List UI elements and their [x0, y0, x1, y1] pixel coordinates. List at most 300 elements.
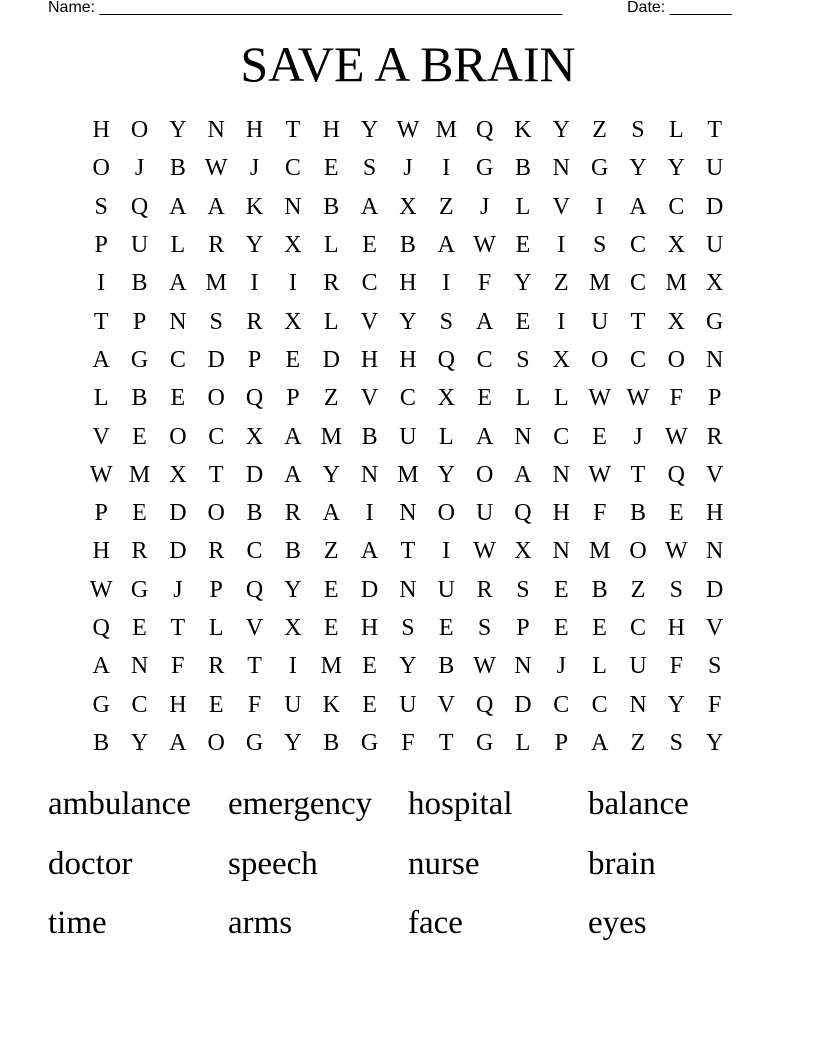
grid-letter: S	[516, 346, 530, 373]
grid-letter: A	[475, 308, 494, 335]
grid-letter: Z	[323, 385, 339, 412]
grid-letter: A	[590, 729, 609, 756]
grid-letter: I	[97, 270, 106, 297]
grid-letter: I	[557, 232, 566, 259]
grid-letter: G	[92, 691, 110, 718]
grid-letter: U	[284, 691, 302, 718]
grid-letter: A	[92, 653, 110, 680]
grid-letter: A	[207, 193, 225, 220]
grid-letter: C	[246, 538, 263, 565]
grid-letter: R	[208, 653, 225, 680]
grid-letter: S	[669, 729, 683, 756]
grid-letter: L	[553, 385, 569, 412]
grid-letter: S	[707, 653, 722, 680]
grid-letter: Q	[667, 461, 685, 488]
grid-letter: E	[515, 232, 531, 259]
grid-letter: O	[475, 461, 494, 488]
grid-letter: D	[360, 576, 379, 603]
grid-letter: Y	[322, 461, 340, 488]
grid-letter: H	[169, 691, 187, 718]
grid-letter: L	[323, 308, 339, 335]
grid-letter: I	[250, 270, 259, 297]
grid-letter: Y	[130, 729, 149, 756]
grid-letter: H	[245, 117, 264, 144]
grid-letter: I	[288, 270, 297, 297]
grid-letter: E	[132, 615, 147, 641]
grid-letter: P	[516, 615, 530, 641]
grid-letter: X	[667, 232, 685, 259]
grid-letter: U	[130, 232, 149, 259]
grid-letter: G	[130, 346, 149, 373]
grid-letter: F	[707, 691, 722, 718]
grid-letter: E	[132, 500, 147, 527]
grid-letter: L	[592, 653, 607, 680]
grid-letter: P	[707, 385, 722, 412]
grid-letter: E	[362, 232, 377, 259]
grid-letter: A	[322, 500, 340, 527]
grid-letter: T	[247, 653, 262, 680]
grid-letter: N	[169, 308, 187, 335]
grid-letter: B	[323, 193, 340, 220]
grid-letter: B	[438, 653, 455, 680]
grid-letter: R	[284, 500, 301, 527]
grid-letter: O	[629, 538, 647, 565]
grid-row	[82, 302, 734, 340]
grid-letter: Y	[667, 691, 685, 718]
grid-letter: X	[706, 270, 724, 297]
grid-letter: W	[588, 385, 611, 412]
grid-letter: K	[514, 117, 532, 144]
grid-letter: I	[442, 538, 451, 565]
grid-letter: U	[706, 155, 724, 182]
grid-row	[82, 341, 734, 379]
grid-letter: Y	[514, 270, 532, 297]
grid-letter: B	[514, 155, 531, 182]
grid-letter: R	[246, 308, 263, 335]
grid-letter: P	[247, 346, 262, 373]
grid-letter: E	[668, 500, 684, 527]
grid-letter: J	[556, 653, 566, 680]
grid-letter: B	[131, 385, 148, 412]
grid-letter: F	[247, 691, 262, 718]
grid-letter: Q	[437, 346, 455, 373]
grid-letter: P	[286, 385, 300, 412]
grid-letter: B	[93, 729, 110, 756]
grid-letter: M	[128, 461, 151, 488]
grid-row	[82, 494, 734, 532]
grid-letter: O	[207, 500, 225, 527]
grid-letter: J	[173, 576, 183, 603]
grid-letter: A	[92, 346, 110, 373]
grid-letter: Q	[245, 385, 264, 412]
grid-letter: L	[208, 615, 224, 641]
grid-letter: C	[629, 346, 646, 373]
grid-letter: I	[288, 653, 297, 680]
grid-letter: C	[553, 691, 570, 718]
grid-letter: B	[323, 729, 340, 756]
grid-letter: S	[477, 615, 492, 641]
grid-letter: C	[361, 270, 378, 297]
grid-letter: A	[169, 729, 187, 756]
grid-letter: E	[285, 346, 301, 373]
grid-letter: A	[437, 232, 455, 259]
grid-letter: H	[706, 500, 724, 527]
grid-letter: W	[89, 461, 113, 488]
grid-letter: N	[130, 653, 149, 680]
grid-letter: D	[169, 538, 187, 565]
grid-letter: G	[706, 308, 724, 335]
grid-letter: X	[284, 232, 302, 259]
grid-letter: L	[170, 232, 186, 259]
grid-letter: M	[665, 270, 687, 297]
grid-letter: K	[322, 691, 340, 718]
word-list-item: nurse	[408, 845, 480, 882]
grid-letter: C	[476, 346, 493, 373]
grid-letter: D	[207, 346, 225, 373]
grid-letter: F	[171, 653, 185, 680]
grid-letter: C	[629, 270, 646, 297]
grid-letter: H	[322, 117, 340, 144]
grid-letter: E	[477, 385, 492, 412]
grid-letter: M	[588, 270, 611, 297]
grid-letter: H	[360, 346, 379, 373]
grid-letter: B	[591, 576, 608, 603]
grid-letter: X	[169, 461, 187, 488]
grid-letter: F	[669, 653, 683, 680]
grid-letter: D	[706, 193, 724, 220]
grid-letter: P	[132, 308, 147, 335]
grid-letter: H	[399, 346, 417, 373]
grid-letter: I	[442, 270, 451, 297]
grid-letter: I	[442, 155, 451, 182]
grid-letter: I	[595, 193, 604, 220]
grid-letter: T	[285, 117, 301, 144]
grid-letter: T	[208, 461, 224, 488]
grid-letter: G	[475, 155, 494, 182]
grid-letter: O	[437, 500, 455, 527]
grid-letter: E	[362, 691, 377, 718]
grid-letter: W	[588, 461, 611, 488]
grid-letter: O	[207, 385, 225, 412]
grid-row	[82, 456, 734, 494]
grid-letter: N	[552, 155, 570, 182]
grid-letter: A	[475, 423, 494, 450]
grid-letter: T	[93, 308, 109, 335]
page-title: SAVE A BRAIN	[240, 36, 576, 92]
grid-letter: C	[131, 691, 148, 718]
grid-letter: Q	[245, 576, 264, 603]
grid-letter: L	[668, 117, 684, 144]
grid-letter: F	[592, 500, 607, 527]
grid-letter: R	[208, 538, 225, 565]
grid-letter: B	[629, 500, 646, 527]
grid-letter: N	[514, 653, 532, 680]
grid-row	[82, 532, 734, 570]
word-list-item: speech	[228, 845, 318, 882]
grid-letter: O	[92, 155, 110, 182]
grid-letter: P	[94, 232, 108, 259]
grid-letter: S	[362, 155, 377, 182]
grid-letter: A	[169, 193, 187, 220]
grid-letter: A	[514, 461, 532, 488]
word-list-item: face	[408, 905, 463, 941]
grid-letter: C	[208, 423, 225, 450]
grid-letter: D	[169, 500, 187, 527]
grid-letter: T	[630, 308, 646, 335]
grid-row	[82, 188, 734, 226]
word-list	[48, 780, 768, 959]
grid-letter: W	[626, 385, 650, 412]
grid-letter: V	[552, 193, 570, 220]
grid-row	[82, 417, 734, 455]
grid-letter: C	[399, 385, 416, 412]
grid-letter: R	[476, 576, 493, 603]
grid-letter: A	[629, 193, 647, 220]
grid-letter: H	[399, 270, 417, 297]
grid-letter: T	[170, 615, 186, 641]
grid-letter: K	[245, 193, 264, 220]
grid-letter: Q	[130, 193, 149, 220]
grid-letter: S	[516, 576, 530, 603]
word-list-item: balance	[588, 786, 689, 822]
grid-letter: C	[591, 691, 608, 718]
grid-letter: V	[92, 423, 110, 450]
grid-letter: S	[592, 232, 607, 259]
grid-letter: A	[284, 461, 302, 488]
grid-row	[82, 264, 734, 302]
grid-letter: O	[207, 729, 225, 756]
grid-letter: T	[630, 461, 646, 488]
grid-letter: Z	[592, 117, 607, 144]
grid-letter: W	[396, 117, 420, 144]
grid-letter: G	[245, 729, 264, 756]
grid-letter: N	[399, 500, 417, 527]
grid-letter: A	[360, 193, 379, 220]
grid-letter: E	[362, 653, 377, 680]
grid-letter: E	[323, 155, 339, 182]
grid-letter: L	[515, 385, 531, 412]
grid-letter: G	[590, 155, 609, 182]
grid-letter: W	[204, 155, 228, 182]
grid-letter: U	[706, 232, 724, 259]
grid-letter: N	[706, 346, 724, 373]
grid-letter: H	[92, 538, 110, 565]
grid-letter: O	[667, 346, 685, 373]
grid-letter: U	[399, 423, 417, 450]
grid-letter: X	[245, 423, 264, 450]
grid-letter: E	[132, 423, 147, 450]
grid-letter: N	[207, 117, 225, 144]
grid-letter: A	[284, 423, 302, 450]
grid-letter: W	[473, 653, 496, 680]
grid-letter: X	[437, 385, 455, 412]
grid-letter: Z	[553, 270, 569, 297]
grid-row	[82, 149, 734, 187]
grid-letter: N	[629, 691, 647, 718]
grid-letter: U	[437, 576, 455, 603]
grid-letter: M	[320, 423, 342, 450]
grid-row	[82, 647, 734, 685]
grid-letter: W	[473, 538, 496, 565]
grid-letter: E	[323, 615, 339, 641]
grid-letter: Q	[92, 615, 110, 641]
grid-letter: X	[552, 346, 570, 373]
grid-letter: X	[399, 193, 417, 220]
grid-letter: R	[131, 538, 148, 565]
grid-letter: J	[633, 423, 643, 450]
grid-letter: A	[360, 538, 379, 565]
grid-letter: O	[169, 423, 187, 450]
grid-letter: V	[706, 615, 724, 641]
grid-letter: G	[475, 729, 494, 756]
grid-letter: N	[284, 193, 302, 220]
word-list-item: hospital	[408, 786, 513, 822]
grid-letter: H	[360, 615, 379, 641]
grid-letter: Y	[284, 729, 302, 756]
grid-letter: V	[706, 461, 724, 488]
grid-letter: N	[552, 538, 570, 565]
grid-letter: C	[169, 346, 186, 373]
grid-row	[82, 111, 734, 149]
name-field-label: Name: ____________________________________________________	[48, 0, 563, 16]
grid-letter: R	[208, 232, 225, 259]
grid-letter: T	[438, 729, 454, 756]
grid-letter: Q	[475, 117, 494, 144]
grid-letter: N	[706, 538, 724, 565]
grid-letter: L	[515, 729, 531, 756]
grid-letter: G	[360, 729, 379, 756]
grid-letter: E	[553, 576, 569, 603]
grid-letter: E	[208, 691, 224, 718]
grid-letter: F	[401, 729, 415, 756]
grid-letter: Q	[514, 500, 532, 527]
grid-letter: E	[323, 576, 339, 603]
grid-letter: B	[399, 232, 416, 259]
grid-letter: I	[557, 308, 566, 335]
grid-letter: X	[284, 615, 302, 641]
grid-row	[82, 724, 734, 762]
grid-letter: U	[590, 308, 609, 335]
grid-letter: E	[592, 615, 607, 641]
grid-letter: D	[245, 461, 264, 488]
grid-letter: B	[284, 538, 301, 565]
grid-letter: Y	[706, 729, 724, 756]
grid-letter: B	[169, 155, 186, 182]
grid-letter: U	[629, 653, 647, 680]
grid-letter: D	[706, 576, 724, 603]
grid-letter: Z	[438, 193, 454, 220]
grid-letter: G	[130, 576, 149, 603]
word-list-item: emergency	[228, 786, 373, 822]
word-list-item: arms	[228, 905, 293, 941]
grid-letter: S	[631, 117, 645, 144]
grid-letter: U	[475, 500, 494, 527]
grid-letter: E	[515, 308, 531, 335]
grid-letter: N	[552, 461, 570, 488]
grid-letter: N	[514, 423, 532, 450]
grid-letter: L	[515, 193, 531, 220]
grid-letter: Z	[630, 729, 646, 756]
grid-letter: F	[669, 385, 683, 412]
letter-grid	[82, 111, 734, 762]
grid-letter: Y	[399, 653, 417, 680]
grid-letter: L	[323, 232, 339, 259]
grid-letter: N	[399, 576, 417, 603]
grid-letter: X	[514, 538, 532, 565]
grid-letter: C	[284, 155, 301, 182]
grid-letter: P	[94, 500, 108, 527]
grid-letter: V	[360, 308, 379, 335]
grid-letter: H	[667, 615, 685, 641]
grid-letter: S	[209, 308, 223, 335]
grid-letter: M	[435, 117, 457, 144]
word-list-item: eyes	[588, 905, 647, 941]
grid-row	[82, 609, 734, 647]
grid-letter: H	[552, 500, 570, 527]
grid-letter: X	[667, 308, 685, 335]
grid-letter: J	[479, 193, 490, 220]
grid-letter: Q	[475, 691, 494, 718]
grid-letter: T	[400, 538, 416, 565]
grid-letter: O	[130, 117, 149, 144]
grid-letter: M	[320, 653, 342, 680]
word-list-item: doctor	[48, 845, 133, 882]
date-field-label: Date: _______	[627, 0, 732, 16]
grid-letter: M	[397, 461, 419, 488]
grid-letter: V	[360, 385, 379, 412]
grid-letter: W	[473, 232, 496, 259]
grid-letter: U	[399, 691, 417, 718]
grid-letter: L	[93, 385, 109, 412]
grid-letter: S	[401, 615, 415, 641]
grid-row	[82, 685, 734, 723]
grid-letter: B	[246, 500, 263, 527]
grid-letter: F	[477, 270, 492, 297]
grid-row	[82, 226, 734, 264]
grid-letter: Y	[245, 232, 264, 259]
grid-letter: L	[438, 423, 454, 450]
word-list-item: time	[48, 905, 107, 941]
grid-letter: I	[365, 500, 374, 527]
grid-letter: D	[322, 346, 340, 373]
grid-letter: Y	[667, 155, 685, 182]
grid-letter: C	[629, 232, 646, 259]
grid-letter: O	[590, 346, 609, 373]
grid-letter: V	[245, 615, 264, 641]
grid-letter: X	[284, 308, 302, 335]
grid-letter: S	[669, 576, 683, 603]
grid-letter: Z	[630, 576, 646, 603]
grid-letter: Y	[629, 155, 647, 182]
grid-letter: W	[665, 423, 688, 450]
grid-letter: C	[668, 193, 685, 220]
grid-letter: P	[554, 729, 568, 756]
grid-letter: A	[169, 270, 187, 297]
grid-letter: C	[629, 615, 646, 641]
grid-letter: M	[205, 270, 227, 297]
grid-letter: N	[360, 461, 379, 488]
grid-letter: Y	[284, 576, 302, 603]
grid-letter: Y	[360, 117, 379, 144]
grid-letter: E	[170, 385, 186, 412]
grid-row	[82, 379, 734, 417]
grid-letter: S	[94, 193, 108, 220]
grid-letter: M	[588, 538, 611, 565]
grid-letter: P	[209, 576, 223, 603]
grid-letter: J	[249, 155, 260, 182]
grid-letter: E	[438, 615, 454, 641]
grid-row	[82, 571, 734, 609]
